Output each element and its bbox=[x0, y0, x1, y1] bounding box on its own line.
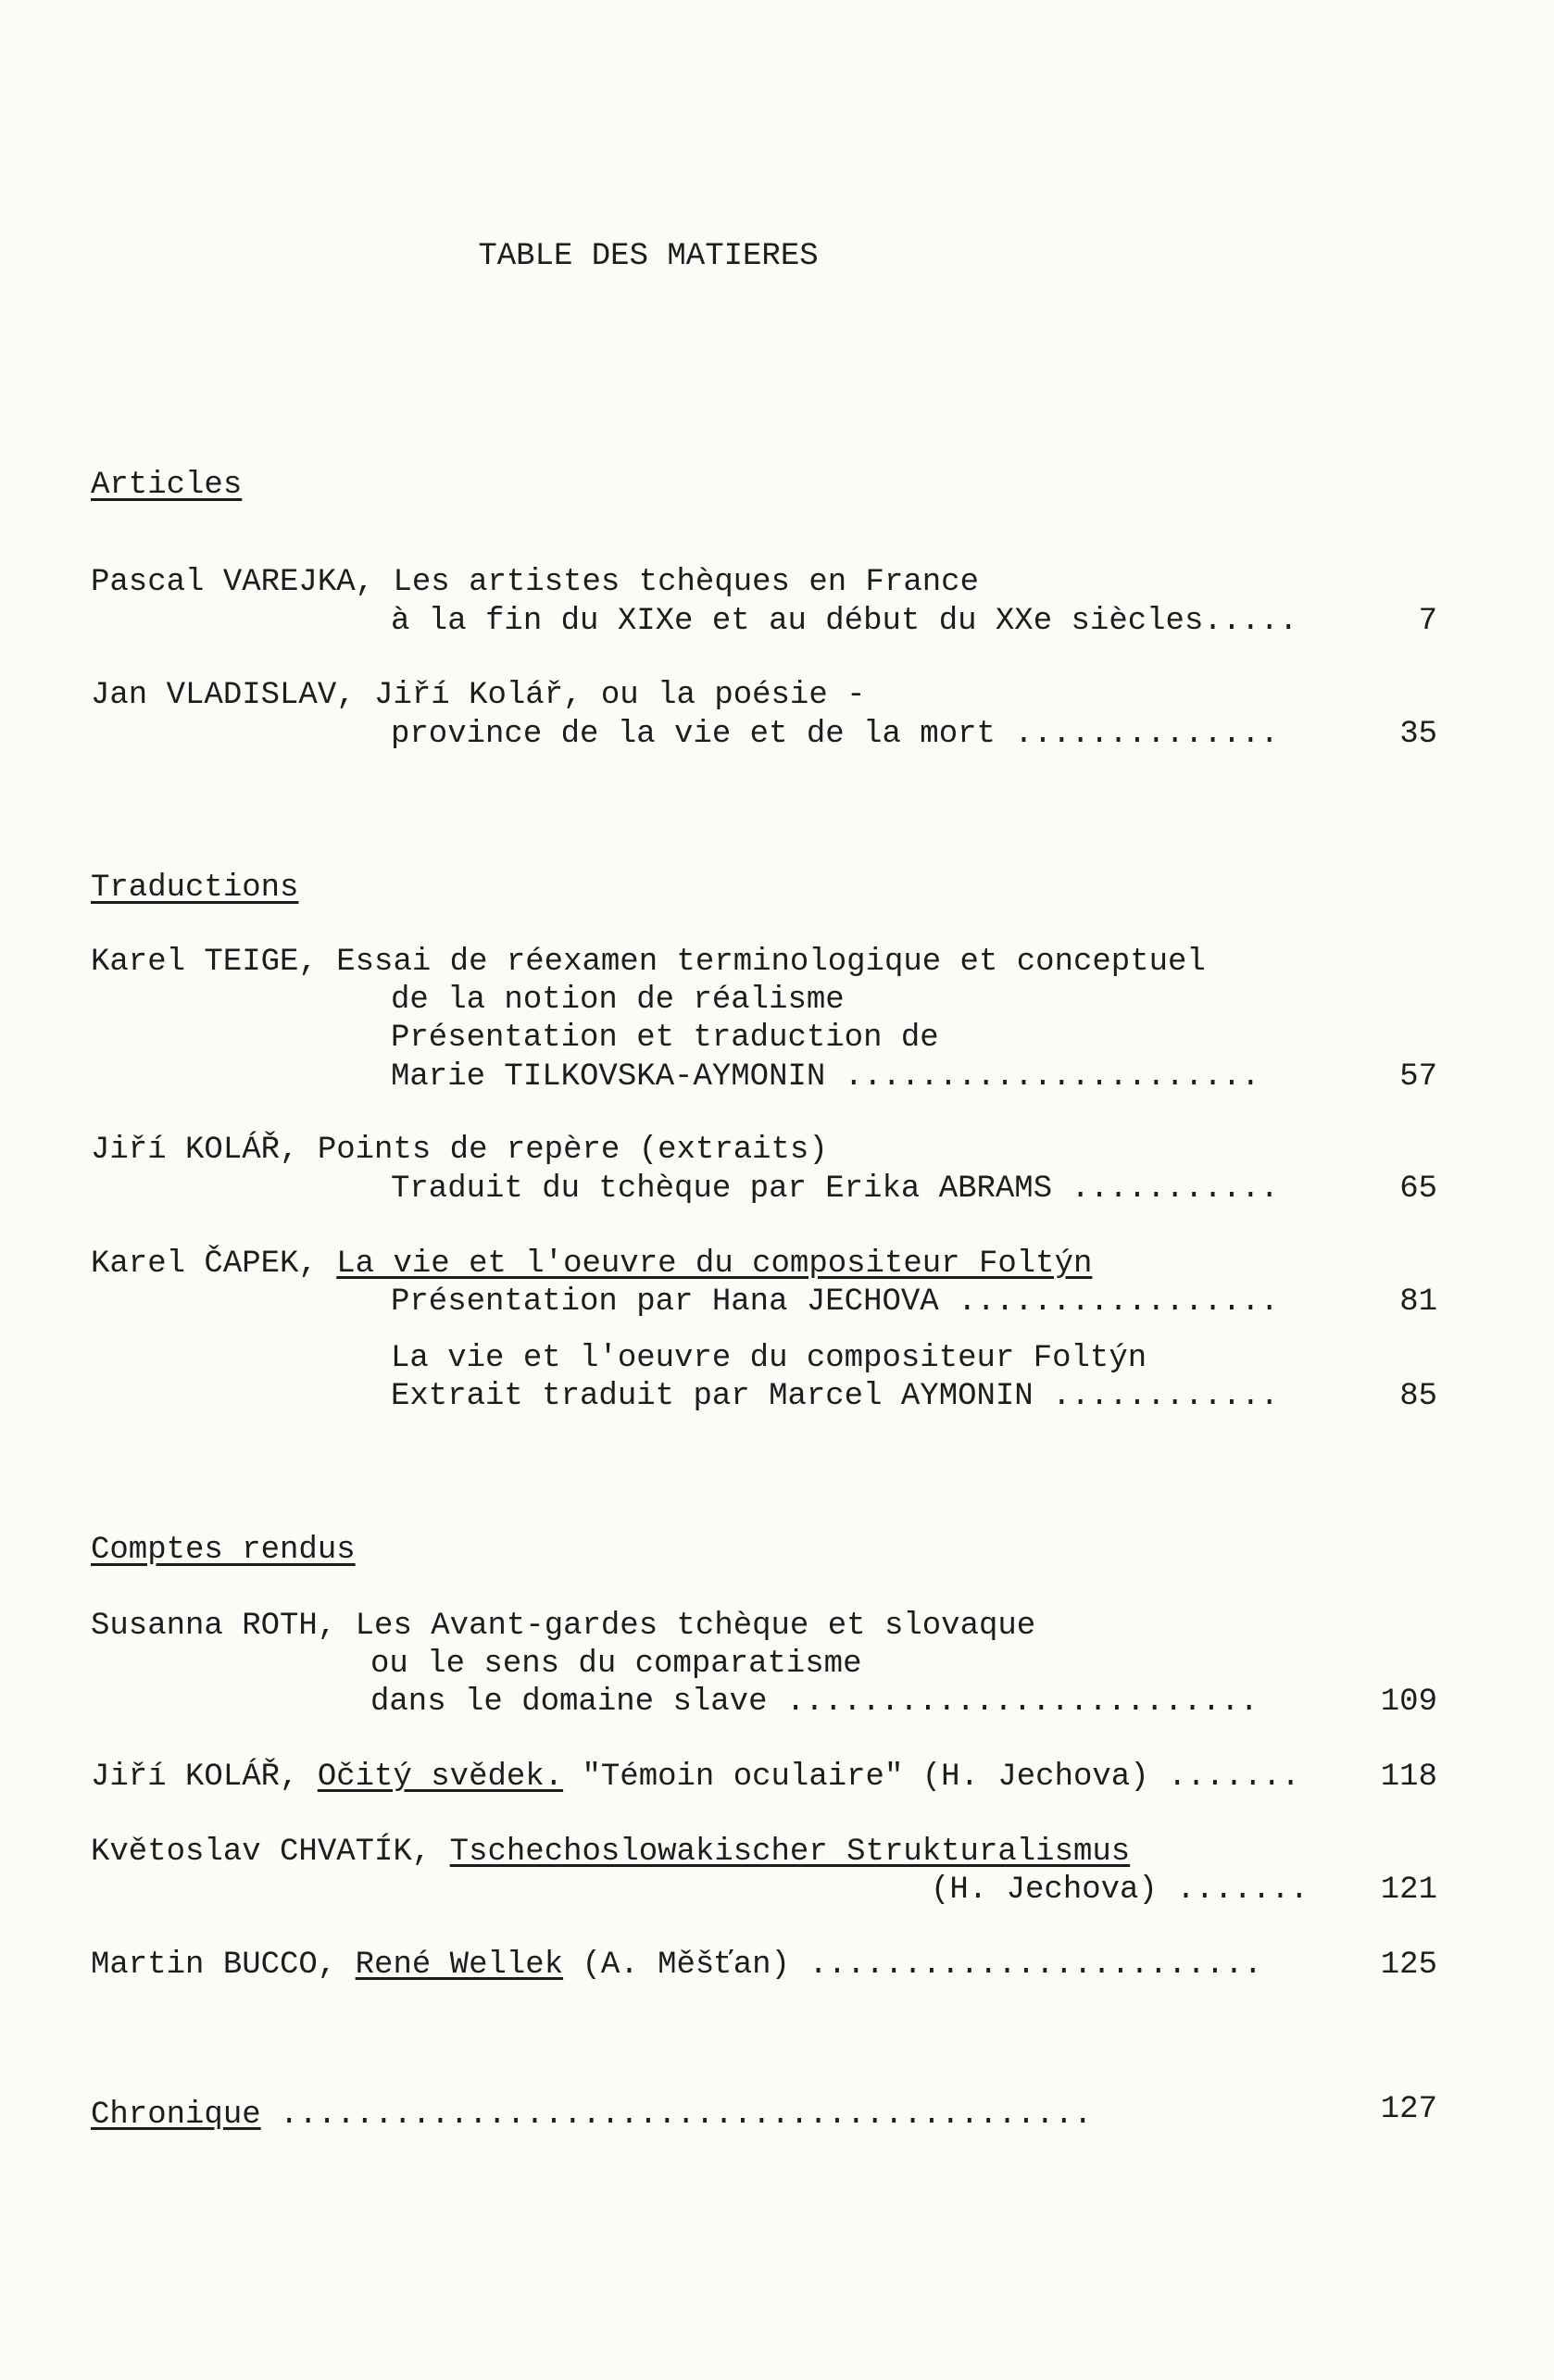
entry-10-line-1 bbox=[91, 2097, 1092, 2134]
entry-title: Points de repère (extraits) bbox=[317, 1133, 828, 1168]
entry-6-page: 109 bbox=[1380, 1685, 1437, 1720]
entry-8-line-1 bbox=[91, 1834, 1130, 1871]
entry-4-page: 65 bbox=[1399, 1171, 1437, 1207]
section-chronique: Chronique bbox=[91, 2098, 261, 2133]
entry-author: Jan VLADISLAV, bbox=[91, 678, 356, 713]
entry-2-page: 35 bbox=[1399, 717, 1437, 752]
entry-2-line-1 bbox=[91, 677, 866, 714]
section-traductions: Traductions bbox=[91, 871, 299, 906]
entry-6-line-2: ou le sens du comparatisme bbox=[370, 1647, 862, 1682]
entry-author: Jiří KOLÁŘ, bbox=[91, 1133, 299, 1168]
section-articles: Articles bbox=[91, 468, 243, 503]
entry-7-line-1 bbox=[91, 1759, 1300, 1796]
page-title: TABLE DES MATIERES bbox=[478, 239, 819, 274]
entry-3-line-2: de la notion de réalisme bbox=[391, 983, 845, 1018]
entry-author: Jiří KOLÁŘ, bbox=[91, 1760, 299, 1795]
entry-5-line-2: Présentation par Hana JECHOVA ................. bbox=[391, 1284, 1279, 1320]
entry-6-line-3: dans le domaine slave ......................... bbox=[370, 1685, 1259, 1720]
entry-8-line-2: (H. Jechova) ....... bbox=[931, 1873, 1310, 1908]
entry-rest: "Témoin oculaire" (H. Jechova) ....... bbox=[582, 1760, 1300, 1795]
entry-3-line-4: Marie TILKOVSKA-AYMONIN ...................... bbox=[391, 1059, 1260, 1095]
entry-title: Les artistes tchèques en France bbox=[393, 565, 979, 600]
entry-title: René Wellek bbox=[355, 1948, 564, 1983]
entry-author: Pascal VAREJKA, bbox=[91, 565, 375, 600]
entry-rest: (A. Měšťan) ........................ bbox=[582, 1948, 1263, 1983]
entry-7-page: 118 bbox=[1380, 1760, 1437, 1795]
entry-title: Tschechoslowakischer Strukturalismus bbox=[449, 1835, 1131, 1870]
entry-title: Očitý svědek. bbox=[317, 1760, 564, 1795]
entry-author: Karel TEIGE, bbox=[91, 945, 318, 980]
entry-author: Karel ČAPEK, bbox=[91, 1246, 318, 1282]
entry-dots: ........................................... bbox=[280, 2098, 1093, 2133]
entry-5-page-2: 85 bbox=[1399, 1379, 1437, 1414]
entry-5-line-4: Extrait traduit par Marcel AYMONIN ............ bbox=[391, 1379, 1279, 1414]
entry-4-line-1 bbox=[91, 1132, 828, 1169]
entry-1-line-1 bbox=[91, 564, 979, 601]
entry-author: Martin BUCCO, bbox=[91, 1948, 337, 1983]
entry-title: La vie et l'oeuvre du compositeur Foltýn bbox=[336, 1246, 1093, 1282]
entry-title: Les Avant-gardes tchèque et slovaque bbox=[355, 1609, 1036, 1644]
entry-author: Susanna ROTH, bbox=[91, 1609, 337, 1644]
entry-9-page: 125 bbox=[1380, 1948, 1437, 1983]
entry-1-line-2: à la fin du XIXe et au début du XXe siècles..... bbox=[391, 604, 1298, 639]
entry-title: Essai de réexamen terminologique et conceptuel bbox=[336, 945, 1206, 980]
entry-5-line-1 bbox=[91, 1246, 1092, 1283]
entry-3-line-3: Présentation et traduction de bbox=[391, 1021, 939, 1056]
entry-3-page: 57 bbox=[1399, 1059, 1437, 1095]
entry-5-line-3: La vie et l'oeuvre du compositeur Foltýn bbox=[391, 1341, 1147, 1376]
entry-4-line-2: Traduit du tchèque par Erika ABRAMS ........... bbox=[391, 1171, 1279, 1207]
entry-author: Květoslav CHVATÍK, bbox=[91, 1835, 432, 1870]
entry-10-page: 127 bbox=[1380, 2092, 1437, 2127]
entry-6-line-1 bbox=[91, 1608, 1035, 1645]
section-comptes-rendus: Comptes rendus bbox=[91, 1533, 356, 1568]
entry-9-line-1 bbox=[91, 1947, 1262, 1984]
entry-title: Jiří Kolář, ou la poésie - bbox=[374, 678, 866, 713]
entry-2-line-2: province de la vie et de la mort .............. bbox=[391, 717, 1279, 752]
entry-1-page: 7 bbox=[1418, 604, 1437, 639]
entry-3-line-1 bbox=[91, 944, 1206, 981]
entry-5-page: 81 bbox=[1399, 1284, 1437, 1320]
entry-8-page: 121 bbox=[1380, 1873, 1437, 1908]
